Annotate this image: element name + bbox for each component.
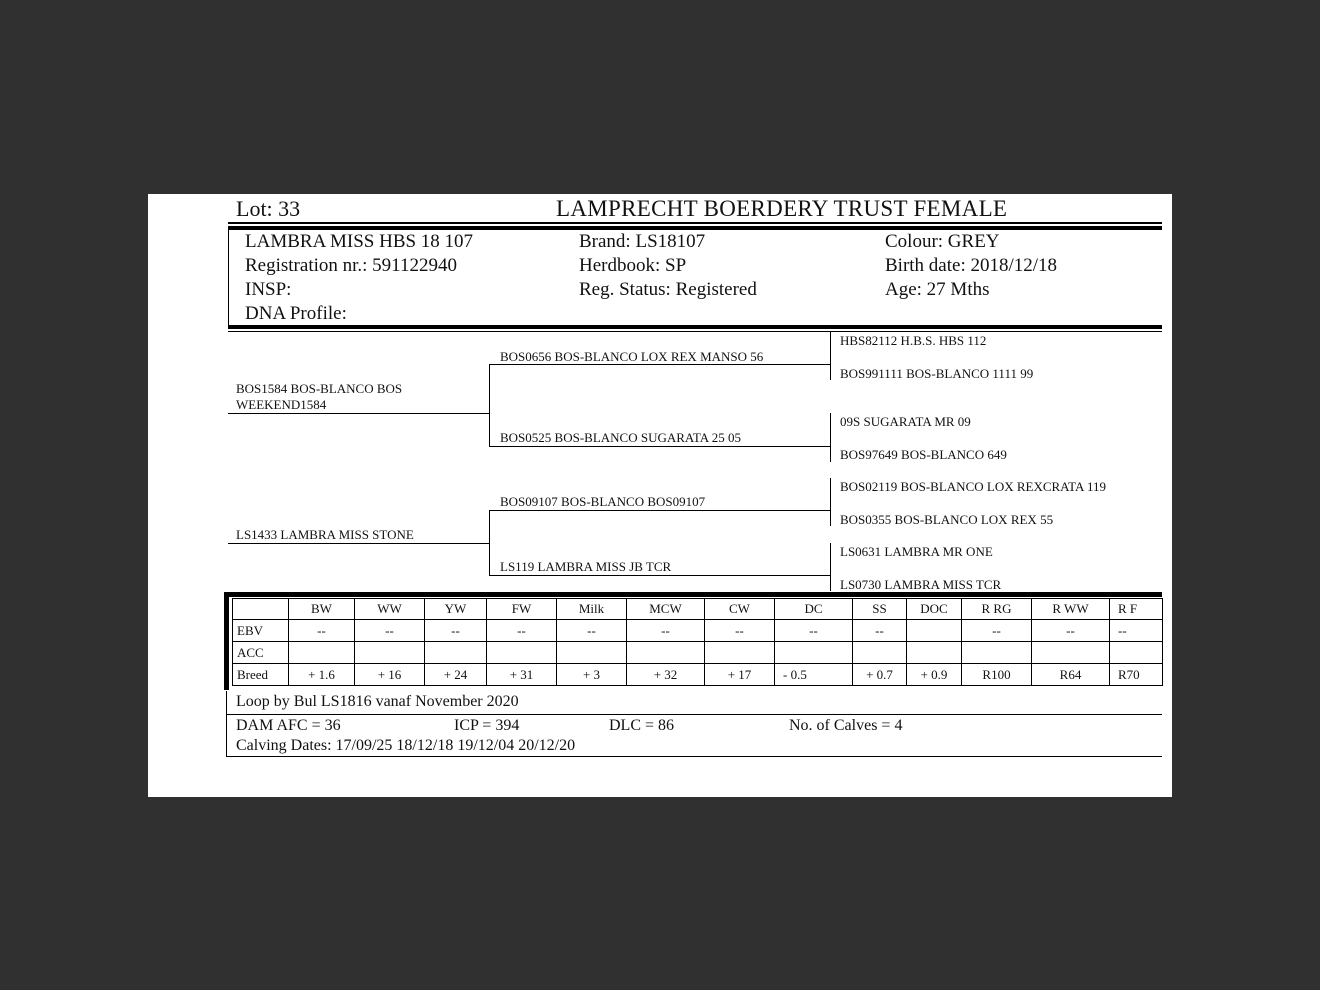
ebv-cell: + 24 [425,664,487,686]
pedigree-dam-dam: LS119 LAMBRA MISS JB TCR [500,559,672,574]
pedigree-ggp-6: BOS0355 BOS-BLANCO LOX REX 55 [840,512,1054,527]
animal-name: LAMBRA MISS HBS 18 107 [245,231,474,252]
dam-line [228,543,490,544]
reg-status-field: Reg. Status: Registered [579,279,757,300]
ebv-cell [355,642,425,664]
ebv-cell: -- [962,620,1032,642]
birth-date-field: Birth date: 2018/12/18 [885,255,1058,276]
ebv-col-header: R WW [1032,599,1110,620]
pedigree-sire-sire: BOS0656 BOS-BLANCO LOX REX MANSO 56 [500,349,764,364]
pedigree-ggp-4: BOS97649 BOS-BLANCO 649 [840,447,1007,462]
pedigree-ggp-8: LS0730 LAMBRA MISS TCR [840,577,1002,592]
ebv-col-header: SS [853,599,907,620]
pedigree-dam-sire: BOS09107 BOS-BLANCO BOS09107 [500,494,706,509]
lot-sheet [148,194,1172,797]
ebv-cell [962,642,1032,664]
ebv-cell [1032,642,1110,664]
sire-bracket [489,364,490,446]
pedigree-ggp-2: BOS991111 BOS-BLANCO 1111 99 [840,366,1034,381]
ebv-cell [907,642,962,664]
ebv-row-acc [233,642,1163,664]
ebv-cell [289,642,355,664]
ebv-cell: - 0.5 [775,664,853,686]
breeding-note: Loop by Bul LS1816 vanaf November 2020 [236,693,519,710]
ebv-cell: -- [627,620,705,642]
ebv-col-header: FW [487,599,557,620]
dam-afc: DAM AFC = 36 [236,717,341,734]
ebv-cell: -- [853,620,907,642]
ebv-cell: + 17 [705,664,775,686]
footer-bottom-rule [226,756,1162,757]
ebv-cell [557,642,627,664]
pedigree-ggp-7: LS0631 LAMBRA MR ONE [840,544,993,559]
ebv-col-header: DC [775,599,853,620]
info-rule-thick [228,325,1162,329]
sire-dam-line [489,446,831,447]
ebv-cell: + 0.9 [907,664,962,686]
pedigree-ggp-3: 09S SUGARATA MR 09 [840,414,971,429]
ebv-cell [705,642,775,664]
ebv-cell: R70 [1110,664,1163,686]
header-rule-thin [228,222,1162,224]
pedigree-ggp-1: HBS82112 H.B.S. HBS 112 [840,333,987,348]
sire-sire-line [489,364,831,365]
ebv-table [232,598,1163,686]
ebv-col-header: CW [705,599,775,620]
ebv-top-rule [224,592,1162,597]
info-left-border [228,230,229,326]
dam-sire-line [489,510,831,511]
ebv-cell [1110,642,1163,664]
ebv-cell: -- [289,620,355,642]
lot-number: Lot: 33 [236,196,301,221]
sheet-title: LAMPRECHT BOERDERY TRUST FEMALE [556,196,1008,221]
registration-number: Registration nr.: 591122940 [245,255,457,276]
pedigree-dam: LS1433 LAMBRA MISS STONE [236,527,414,542]
ebv-cell [425,642,487,664]
ebv-header-row [233,599,1163,620]
ebv-cell: + 31 [487,664,557,686]
ebv-cell: -- [425,620,487,642]
ebv-cell: -- [487,620,557,642]
sire-line [228,413,490,414]
footer-left-border [226,691,227,757]
ebv-cell [775,642,853,664]
ebv-cell: -- [1110,620,1163,642]
ggp-bracket-4 [830,543,831,591]
dam-dam-line [489,575,831,576]
ebv-row-label: ACC [233,642,289,664]
ebv-col-header: MCW [627,599,705,620]
brand-field: Brand: LS18107 [579,231,706,252]
age-field: Age: 27 Mths [885,279,990,300]
ebv-row-breed [233,664,1163,686]
ebv-col-header: R RG [962,599,1032,620]
ebv-cell: R64 [1032,664,1110,686]
ebv-cell [487,642,557,664]
ebv-cell [627,642,705,664]
pedigree-ggp-5: BOS02119 BOS-BLANCO LOX REXCRATA 119 [840,479,1106,494]
ebv-col-header: Milk [557,599,627,620]
dam-bracket [489,510,490,576]
insp-field: INSP: [245,279,292,300]
calving-dates: Calving Dates: 17/09/25 18/12/18 19/12/04 20/12/20 [236,737,576,754]
colour-field: Colour: GREY [885,231,1000,252]
footer-rule [226,714,1162,715]
ebv-col-header: WW [355,599,425,620]
dlc-value: DLC = 86 [609,717,675,734]
ebv-col-header [233,599,289,620]
ebv-cell: -- [1032,620,1110,642]
ebv-cell: + 1.6 [289,664,355,686]
ebv-cell: + 16 [355,664,425,686]
calves-count: No. of Calves = 4 [789,717,903,734]
ebv-cell: -- [775,620,853,642]
ebv-cell: -- [705,620,775,642]
ebv-left-rule [224,592,229,690]
ebv-col-header: R F [1110,599,1163,620]
icp-value: ICP = 394 [454,717,520,734]
pedigree-sire-dam: BOS0525 BOS-BLANCO SUGARATA 25 05 [500,430,741,445]
ebv-cell: R100 [962,664,1032,686]
ebv-col-header: YW [425,599,487,620]
ggp-bracket-3 [830,478,831,526]
ggp-bracket-1 [830,332,831,380]
ebv-cell: + 0.7 [853,664,907,686]
ebv-cell [907,620,962,642]
ebv-row-ebv [233,620,1163,642]
ebv-cell: -- [557,620,627,642]
ebv-cell: + 3 [557,664,627,686]
ebv-col-header: DOC [907,599,962,620]
ebv-row-label: EBV [233,620,289,642]
ebv-cell: -- [355,620,425,642]
ebv-col-header: BW [289,599,355,620]
herdbook-field: Herdbook: SP [579,255,687,276]
ebv-cell [853,642,907,664]
header-rule-thick [228,226,1162,230]
info-rule-thin [228,331,1162,332]
dna-profile-field: DNA Profile: [245,303,347,324]
ebv-row-label: Breed [233,664,289,686]
ebv-cell: + 32 [627,664,705,686]
ggp-bracket-2 [830,413,831,462]
pedigree-sire: BOS1584 BOS-BLANCO BOS WEEKEND1584 [236,381,403,412]
